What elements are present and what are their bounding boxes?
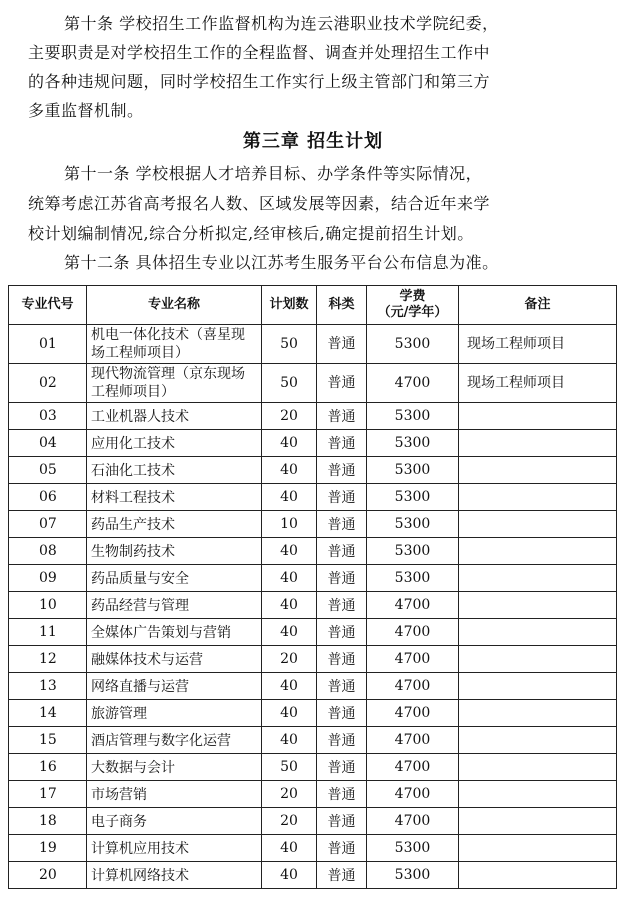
cell-major-name: 网络直播与运营 bbox=[87, 673, 262, 700]
header-note: 备注 bbox=[459, 286, 617, 325]
cell-note bbox=[459, 484, 617, 511]
cell-plan-count: 20 bbox=[262, 646, 317, 673]
cell-category: 普通 bbox=[317, 646, 367, 673]
cell-major-name: 电子商务 bbox=[87, 808, 262, 835]
table-row bbox=[9, 673, 617, 700]
table-row bbox=[9, 538, 617, 565]
cell-plan-count: 20 bbox=[262, 808, 317, 835]
cell-code: 10 bbox=[9, 592, 87, 619]
cell-code: 14 bbox=[9, 700, 87, 727]
cell-major-name: 酒店管理与数字化运营 bbox=[87, 727, 262, 754]
article-10-line: 的各种违规问题，同时学校招生工作实行上级主管部门和第三方 bbox=[28, 72, 491, 91]
cell-category: 普通 bbox=[317, 364, 367, 403]
cell-major-name: 计算机应用技术 bbox=[87, 835, 262, 862]
table-row bbox=[9, 727, 617, 754]
cell-note bbox=[459, 403, 617, 430]
cell-code: 20 bbox=[9, 862, 87, 889]
cell-plan-count: 10 bbox=[262, 511, 317, 538]
cell-code: 08 bbox=[9, 538, 87, 565]
cell-code: 07 bbox=[9, 511, 87, 538]
cell-category: 普通 bbox=[317, 457, 367, 484]
cell-code: 17 bbox=[9, 781, 87, 808]
cell-note bbox=[459, 538, 617, 565]
cell-note bbox=[459, 727, 617, 754]
article-11-line: 统筹考虑江苏省高考报名人数、区域发展等因素，结合近年来学 bbox=[28, 194, 491, 213]
cell-tuition: 4700 bbox=[367, 673, 459, 700]
table-row bbox=[9, 325, 617, 364]
cell-note bbox=[459, 592, 617, 619]
header-fee-line1: 学费 bbox=[399, 289, 426, 304]
cell-code: 16 bbox=[9, 754, 87, 781]
header-type: 科类 bbox=[317, 286, 367, 325]
table-row bbox=[9, 430, 617, 457]
cell-plan-count: 40 bbox=[262, 565, 317, 592]
cell-category: 普通 bbox=[317, 403, 367, 430]
table-header-row bbox=[9, 286, 617, 325]
cell-note bbox=[459, 781, 617, 808]
cell-note bbox=[459, 430, 617, 457]
cell-tuition: 5300 bbox=[367, 565, 459, 592]
cell-code: 19 bbox=[9, 835, 87, 862]
cell-plan-count: 40 bbox=[262, 457, 317, 484]
cell-tuition: 5300 bbox=[367, 403, 459, 430]
cell-tuition: 5300 bbox=[367, 538, 459, 565]
cell-plan-count: 50 bbox=[262, 325, 317, 364]
cell-code: 06 bbox=[9, 484, 87, 511]
cell-tuition: 5300 bbox=[367, 457, 459, 484]
cell-tuition: 4700 bbox=[367, 808, 459, 835]
cell-category: 普通 bbox=[317, 727, 367, 754]
cell-category: 普通 bbox=[317, 673, 367, 700]
cell-category: 普通 bbox=[317, 538, 367, 565]
table-row bbox=[9, 619, 617, 646]
cell-major-name: 药品质量与安全 bbox=[87, 565, 262, 592]
cell-tuition: 5300 bbox=[367, 484, 459, 511]
cell-category: 普通 bbox=[317, 754, 367, 781]
header-fee-line2: （元/学年） bbox=[377, 305, 448, 320]
cell-note: 现场工程师项目 bbox=[459, 364, 617, 403]
cell-tuition: 5300 bbox=[367, 862, 459, 889]
cell-code: 13 bbox=[9, 673, 87, 700]
article-10-line: 第十条 学校招生工作监督机构为连云港职业技术学院纪委， bbox=[64, 14, 499, 33]
cell-tuition: 4700 bbox=[367, 754, 459, 781]
cell-note bbox=[459, 565, 617, 592]
cell-note bbox=[459, 619, 617, 646]
article-10-line: 主要职责是对学校招生工作的全程监督、调查并处理招生工作中 bbox=[28, 43, 491, 62]
header-name: 专业名称 bbox=[87, 286, 262, 325]
cell-major-name: 大数据与会计 bbox=[87, 754, 262, 781]
cell-category: 普通 bbox=[317, 619, 367, 646]
table-row bbox=[9, 700, 617, 727]
cell-note bbox=[459, 511, 617, 538]
table-row bbox=[9, 862, 617, 889]
cell-tuition: 4700 bbox=[367, 646, 459, 673]
table-row bbox=[9, 565, 617, 592]
chapter-title: 第三章 招生计划 bbox=[242, 131, 384, 152]
cell-tuition: 4700 bbox=[367, 592, 459, 619]
cell-category: 普通 bbox=[317, 700, 367, 727]
cell-category: 普通 bbox=[317, 325, 367, 364]
table-row bbox=[9, 754, 617, 781]
cell-tuition: 4700 bbox=[367, 700, 459, 727]
cell-code: 01 bbox=[9, 325, 87, 364]
cell-plan-count: 20 bbox=[262, 781, 317, 808]
cell-category: 普通 bbox=[317, 484, 367, 511]
cell-major-name: 机电一体化技术（喜星现场工程师项目） bbox=[87, 325, 262, 364]
cell-plan-count: 50 bbox=[262, 754, 317, 781]
cell-plan-count: 20 bbox=[262, 403, 317, 430]
cell-plan-count: 40 bbox=[262, 673, 317, 700]
table-row bbox=[9, 646, 617, 673]
cell-code: 15 bbox=[9, 727, 87, 754]
table-row bbox=[9, 364, 617, 403]
cell-note bbox=[459, 457, 617, 484]
cell-note bbox=[459, 673, 617, 700]
cell-major-name: 计算机网络技术 bbox=[87, 862, 262, 889]
table-row bbox=[9, 835, 617, 862]
cell-code: 09 bbox=[9, 565, 87, 592]
cell-code: 03 bbox=[9, 403, 87, 430]
cell-code: 02 bbox=[9, 364, 87, 403]
cell-major-name: 应用化工技术 bbox=[87, 430, 262, 457]
cell-major-name: 工业机器人技术 bbox=[87, 403, 262, 430]
cell-note bbox=[459, 862, 617, 889]
table-row bbox=[9, 808, 617, 835]
cell-plan-count: 40 bbox=[262, 484, 317, 511]
article-12-line: 第十二条 具体招生专业以江苏考生服务平台公布信息为准。 bbox=[64, 253, 499, 272]
article-11-paragraph bbox=[28, 159, 588, 249]
cell-major-name: 市场营销 bbox=[87, 781, 262, 808]
cell-tuition: 5300 bbox=[367, 325, 459, 364]
cell-tuition: 5300 bbox=[367, 430, 459, 457]
cell-code: 05 bbox=[9, 457, 87, 484]
cell-code: 18 bbox=[9, 808, 87, 835]
cell-plan-count: 40 bbox=[262, 700, 317, 727]
table-row bbox=[9, 781, 617, 808]
article-11-line: 第十一条 学校根据人才培养目标、办学条件等实际情况， bbox=[64, 164, 483, 183]
table-row bbox=[9, 484, 617, 511]
cell-category: 普通 bbox=[317, 808, 367, 835]
table-row bbox=[9, 403, 617, 430]
cell-category: 普通 bbox=[317, 511, 367, 538]
cell-code: 04 bbox=[9, 430, 87, 457]
cell-category: 普通 bbox=[317, 592, 367, 619]
cell-category: 普通 bbox=[317, 862, 367, 889]
header-fee bbox=[367, 286, 459, 325]
header-plan: 计划数 bbox=[262, 286, 317, 325]
cell-plan-count: 40 bbox=[262, 727, 317, 754]
cell-tuition: 4700 bbox=[367, 364, 459, 403]
cell-note bbox=[459, 700, 617, 727]
cell-major-name: 药品生产技术 bbox=[87, 511, 262, 538]
cell-tuition: 4700 bbox=[367, 727, 459, 754]
cell-tuition: 5300 bbox=[367, 835, 459, 862]
cell-category: 普通 bbox=[317, 835, 367, 862]
cell-tuition: 5300 bbox=[367, 511, 459, 538]
cell-note bbox=[459, 754, 617, 781]
cell-major-name: 现代物流管理（京东现场工程师项目） bbox=[87, 364, 262, 403]
cell-note bbox=[459, 808, 617, 835]
article-10-paragraph bbox=[28, 9, 588, 125]
table-row bbox=[9, 511, 617, 538]
cell-note bbox=[459, 835, 617, 862]
cell-plan-count: 40 bbox=[262, 592, 317, 619]
cell-major-name: 石油化工技术 bbox=[87, 457, 262, 484]
cell-plan-count: 40 bbox=[262, 619, 317, 646]
cell-plan-count: 40 bbox=[262, 430, 317, 457]
cell-plan-count: 40 bbox=[262, 862, 317, 889]
table-row bbox=[9, 592, 617, 619]
cell-major-name: 生物制药技术 bbox=[87, 538, 262, 565]
cell-major-name: 融媒体技术与运营 bbox=[87, 646, 262, 673]
article-12-paragraph bbox=[28, 248, 588, 278]
enrollment-plan-table bbox=[8, 285, 617, 889]
cell-tuition: 4700 bbox=[367, 619, 459, 646]
cell-major-name: 药品经营与管理 bbox=[87, 592, 262, 619]
cell-code: 12 bbox=[9, 646, 87, 673]
cell-major-name: 材料工程技术 bbox=[87, 484, 262, 511]
table-row bbox=[9, 457, 617, 484]
table-body bbox=[9, 325, 617, 889]
cell-tuition: 4700 bbox=[367, 781, 459, 808]
cell-plan-count: 50 bbox=[262, 364, 317, 403]
cell-note: 现场工程师项目 bbox=[459, 325, 617, 364]
cell-major-name: 旅游管理 bbox=[87, 700, 262, 727]
cell-plan-count: 40 bbox=[262, 835, 317, 862]
cell-category: 普通 bbox=[317, 565, 367, 592]
cell-code: 11 bbox=[9, 619, 87, 646]
article-11-line: 校计划编制情况,综合分析拟定,经审核后,确定提前招生计划。 bbox=[28, 224, 474, 243]
cell-category: 普通 bbox=[317, 430, 367, 457]
cell-note bbox=[459, 646, 617, 673]
header-code: 专业代号 bbox=[9, 286, 87, 325]
cell-major-name: 全媒体广告策划与营销 bbox=[87, 619, 262, 646]
article-10-line: 多重监督机制。 bbox=[28, 101, 144, 120]
cell-plan-count: 40 bbox=[262, 538, 317, 565]
cell-category: 普通 bbox=[317, 781, 367, 808]
